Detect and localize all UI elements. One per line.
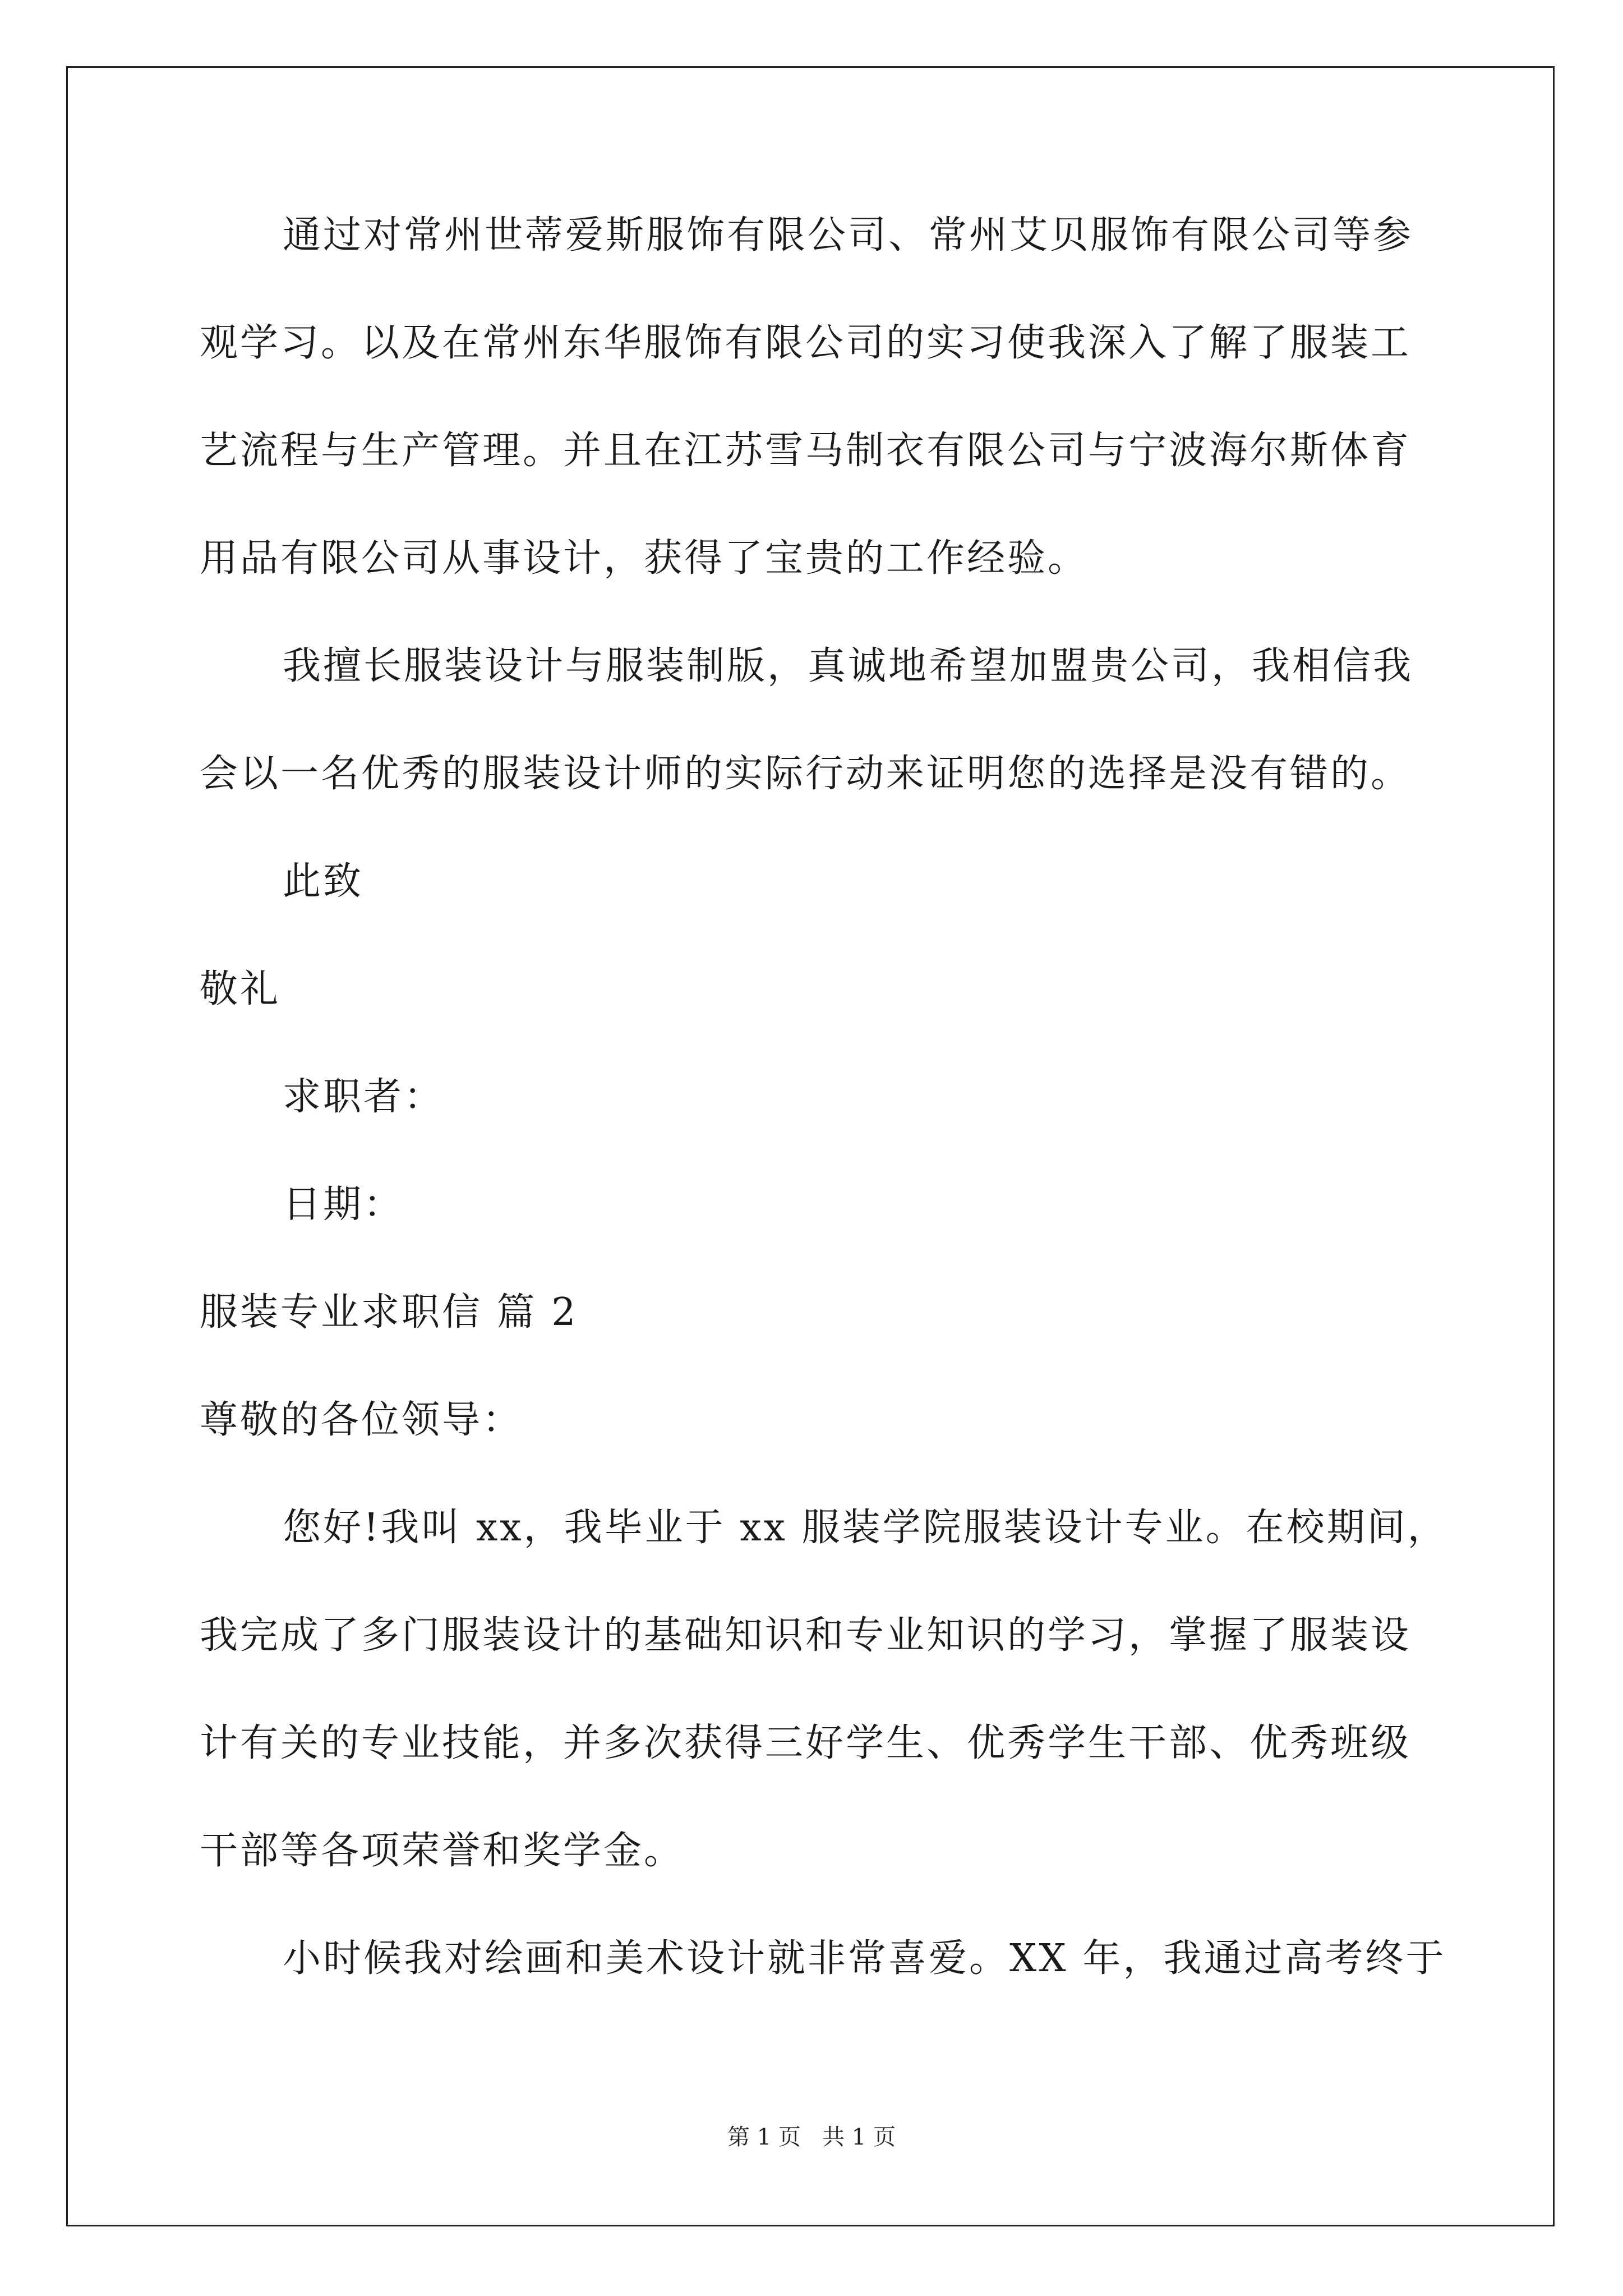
greeting: 尊敬的各位领导： (200, 1398, 523, 1442)
paragraph-line: 观学习。以及在常州东华服饰有限公司的实习使我深入了解了服装工 (200, 321, 1412, 365)
paragraph-line: 我擅长服装设计与服装制版，真诚地希望加盟贵公司，我相信我 (283, 644, 1414, 688)
paragraph-line: 计有关的专业技能，并多次获得三好学生、优秀学生干部、优秀班级 (200, 1721, 1412, 1765)
date-label: 日期： (283, 1182, 404, 1227)
paragraph-line: 干部等各项荣誉和奖学金。 (200, 1829, 685, 1873)
paragraph-line: 我完成了多门服装设计的基础知识和专业知识的学习，掌握了服装设 (200, 1613, 1412, 1658)
paragraph-line: 会以一名优秀的服装设计师的实际行动来证明您的选择是没有错的。 (200, 752, 1412, 796)
paragraph-line: 通过对常州世蒂爱斯服饰有限公司、常州艾贝服饰有限公司等参 (283, 213, 1414, 257)
closing-regards: 敬礼 (200, 967, 281, 1011)
section-title: 服装专业求职信 篇 2 (200, 1290, 578, 1335)
paragraph-line: 艺流程与生产管理。并且在江苏雪马制衣有限公司与宁波海尔斯体育 (200, 429, 1412, 473)
paragraph-line: 小时候我对绘画和美术设计就非常喜爱。XX 年，我通过高考终于 (283, 1936, 1446, 1981)
page-footer: 第 1 页 共 1 页 (727, 2124, 896, 2150)
document-body (200, 208, 1448, 2039)
applicant-label: 求职者： (283, 1075, 445, 1119)
paragraph-line: 您好!我叫 xx，我毕业于 xx 服装学院服装设计专业。在校期间， (283, 1506, 1448, 1550)
paragraph-line: 用品有限公司从事设计，获得了宝贵的工作经验。 (200, 536, 1089, 581)
closing-salutation: 此致 (283, 859, 364, 904)
